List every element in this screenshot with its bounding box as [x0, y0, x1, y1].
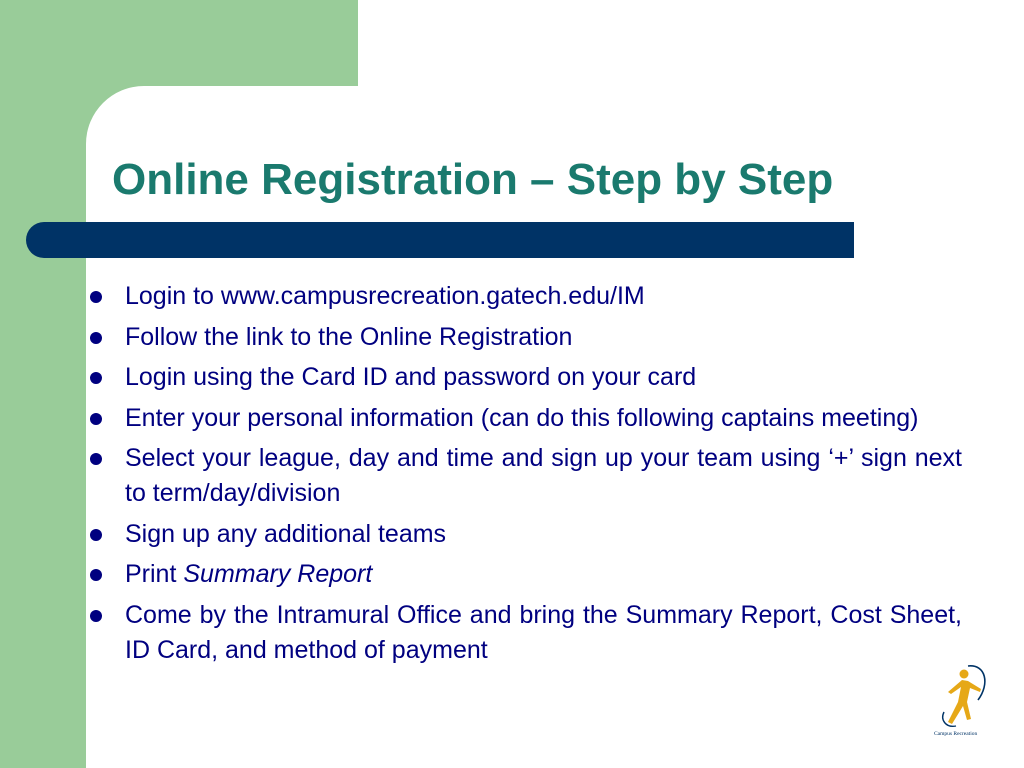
bullet-text-prefix: Print — [125, 560, 184, 588]
bullet-text: Login using the Card ID and password on your card — [125, 363, 697, 391]
bullet-item — [86, 598, 962, 668]
bullet-icon — [90, 569, 102, 581]
bullet-item — [86, 401, 962, 436]
bullet-icon — [90, 610, 102, 622]
bullet-item — [86, 557, 962, 592]
campus-recreation-logo-icon — [934, 662, 994, 730]
logo-text: Campus Recreation — [934, 731, 978, 737]
bullet-text: Login to www.campusrecreation.gatech.edu/IM — [125, 282, 645, 310]
bullet-item — [86, 517, 962, 552]
bullet-text: Enter your personal information (can do this following captains meeting) — [125, 403, 919, 432]
summary-report-emphasis: Summary Report — [183, 560, 373, 588]
bullet-list — [86, 279, 962, 673]
bullet-text: Come by the Intramural Office and bring the Summary Report, Cost Sheet, ID Card, and method of payment — [125, 600, 962, 664]
bullet-item — [86, 441, 962, 511]
bullet-icon — [90, 372, 102, 384]
bullet-icon — [90, 291, 102, 303]
bullet-text: Select your league, day and time and sign up your team using ‘+’ sign next to term/day/division — [125, 444, 962, 507]
campus-recreation-logo — [934, 662, 994, 752]
bullet-text: Follow the link to the Online Registration — [125, 322, 573, 351]
bullet-icon — [90, 332, 102, 344]
bullet-item — [86, 360, 962, 395]
title-underline-bar — [26, 222, 854, 258]
bullet-item — [86, 279, 962, 314]
slide-title: Online Registration – Step by Step — [112, 155, 834, 204]
bullet-text: Sign up any additional teams — [125, 519, 447, 548]
bullet-icon — [90, 453, 102, 465]
bullet-icon — [90, 413, 102, 425]
bullet-item — [86, 320, 962, 355]
bullet-icon — [90, 529, 102, 541]
